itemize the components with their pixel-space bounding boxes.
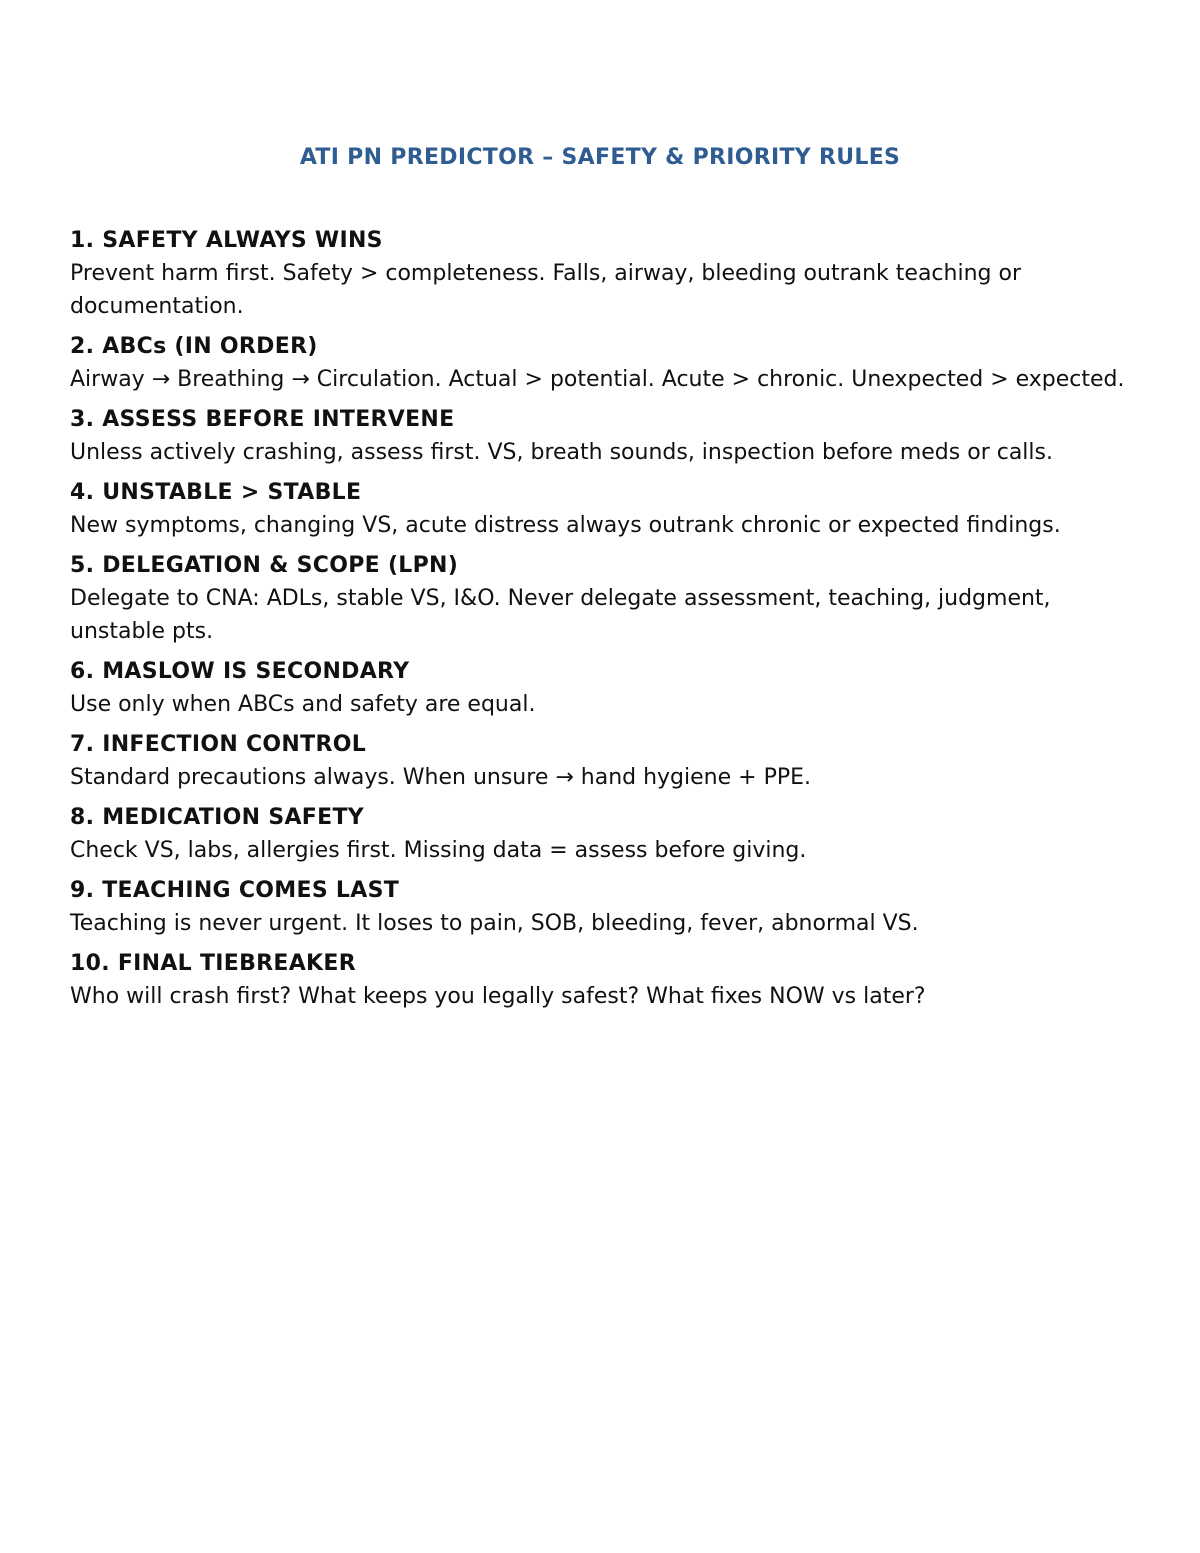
rule-item: [70, 801, 1130, 867]
rule-body: Prevent harm first. Safety > completeness. Falls, airway, bleeding outrank teaching or documentation.: [70, 261, 1021, 319]
rule-heading: 3. ASSESS BEFORE INTERVENE: [70, 407, 455, 432]
rule-item: [70, 403, 1130, 469]
rule-item: [70, 728, 1130, 794]
rule-item: [70, 549, 1130, 648]
rule-heading: 8. MEDICATION SAFETY: [70, 805, 364, 830]
rule-body: Delegate to CNA: ADLs, stable VS, I&O. Never delegate assessment, teaching, judgment, unstable pts.: [70, 586, 1051, 644]
rule-item: [70, 330, 1130, 396]
rule-body: Use only when ABCs and safety are equal.: [70, 692, 536, 717]
rule-body: Airway → Breathing → Circulation. Actual > potential. Acute > chronic. Unexpected > expected.: [70, 367, 1125, 392]
rule-body: Who will crash first? What keeps you legally safest? What fixes NOW vs later?: [70, 984, 926, 1009]
rule-body: Teaching is never urgent. It loses to pain, SOB, bleeding, fever, abnormal VS.: [70, 911, 919, 936]
rule-heading: 2. ABCs (IN ORDER): [70, 334, 318, 359]
rule-body: Check VS, labs, allergies first. Missing data = assess before giving.: [70, 838, 807, 863]
rule-heading: 7. INFECTION CONTROL: [70, 732, 367, 757]
document-title: ATI PN PREDICTOR – SAFETY & PRIORITY RULES: [299, 145, 901, 170]
rule-heading: 5. DELEGATION & SCOPE (LPN): [70, 553, 459, 578]
rule-heading: 4. UNSTABLE > STABLE: [70, 480, 362, 505]
rule-heading: 6. MASLOW IS SECONDARY: [70, 659, 410, 684]
rule-item: [70, 655, 1130, 721]
rule-item: [70, 476, 1130, 542]
rule-heading: 1. SAFETY ALWAYS WINS: [70, 228, 383, 253]
rule-item: [70, 224, 1130, 323]
rule-item: [70, 874, 1130, 940]
rule-heading: 10. FINAL TIEBREAKER: [70, 951, 356, 976]
rules-list: [70, 224, 1130, 1020]
rule-item: [70, 947, 1130, 1013]
rule-body: Unless actively crashing, assess first. VS, breath sounds, inspection before meds or calls.: [70, 440, 1053, 465]
rule-heading: 9. TEACHING COMES LAST: [70, 878, 400, 903]
rule-body: Standard precautions always. When unsure → hand hygiene + PPE.: [70, 765, 811, 790]
rule-body: New symptoms, changing VS, acute distress always outrank chronic or expected findings.: [70, 513, 1061, 538]
